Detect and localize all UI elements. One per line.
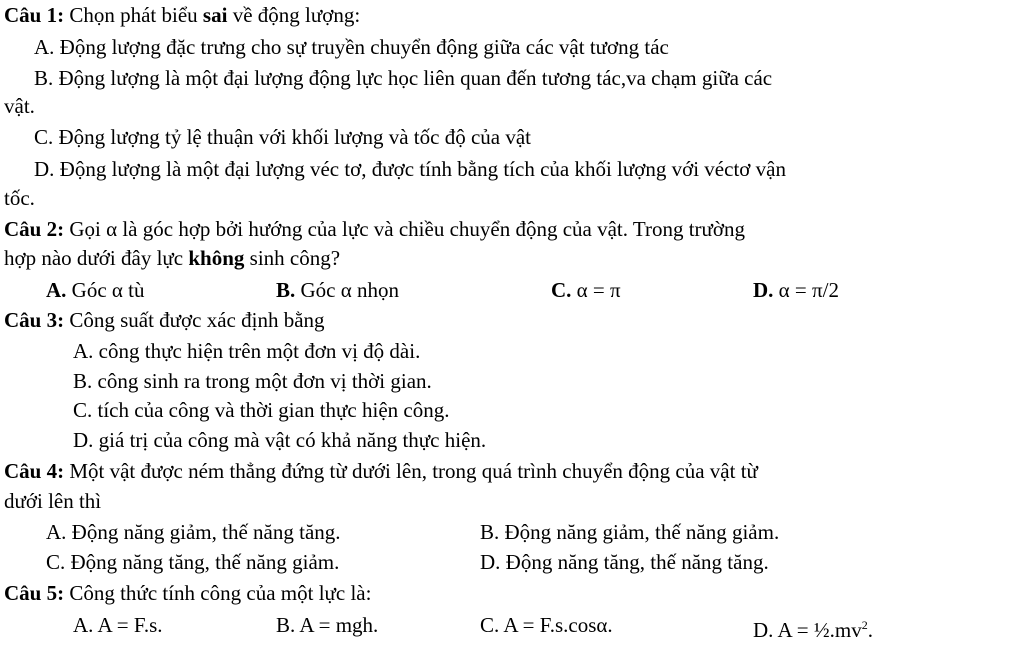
question-4-option-b: B. Động năng giảm, thế năng giảm. bbox=[480, 520, 780, 544]
question-2-option-b: B. Góc α nhọn bbox=[276, 278, 400, 302]
question-5-stem: Câu 5: Công thức tính công của một lực là: bbox=[4, 581, 372, 605]
question-2-option-a: A. Góc α tù bbox=[46, 278, 145, 302]
question-1-option-b: B. Động lượng là một đại lượng động lực học liên quan đến tương tác,va chạm giữa các bbox=[34, 66, 773, 90]
question-1-option-a: A. Động lượng đặc trưng cho sự truyền chuyển động giữa các vật tương tác bbox=[34, 35, 669, 59]
question-3-option-a: A. công thực hiện trên một đơn vị độ dài. bbox=[73, 339, 421, 363]
question-2-stem-cont: hợp nào dưới đây lực không sinh công? bbox=[4, 246, 341, 270]
question-2-option-d: D. α = π/2 bbox=[753, 278, 839, 302]
question-1-option-c: C. Động lượng tỷ lệ thuận với khối lượng và tốc độ của vật bbox=[34, 125, 532, 149]
question-4-option-c: C. Động năng tăng, thế năng giảm. bbox=[46, 550, 340, 574]
question-5-label: Câu 5: bbox=[4, 581, 65, 605]
question-5-option-c: C. A = F.s.cosα. bbox=[480, 613, 613, 637]
question-1-option-d-cont: tốc. bbox=[4, 186, 35, 210]
question-3-option-b: B. công sinh ra trong một đơn vị thời gian. bbox=[73, 369, 432, 393]
question-1-option-b-cont: vật. bbox=[4, 94, 35, 118]
question-2-label: Câu 2: bbox=[4, 217, 65, 241]
question-3-stem: Câu 3: Công suất được xác định bằng bbox=[4, 308, 325, 332]
question-3-option-d: D. giá trị của công mà vật có khả năng thực hiện. bbox=[73, 428, 487, 452]
question-5-option-a: A. A = F.s. bbox=[73, 613, 163, 637]
question-4-option-d: D. Động năng tăng, thế năng tăng. bbox=[480, 550, 769, 574]
question-1-option-d: D. Động lượng là một đại lượng véc tơ, được tính bằng tích của khối lượng với véctơ vận bbox=[34, 157, 786, 181]
question-3-label: Câu 3: bbox=[4, 308, 65, 332]
question-2-stem: Câu 2: Gọi α là góc hợp bởi hướng của lực và chiều chuyển động của vật. Trong trường bbox=[4, 217, 746, 241]
question-4-stem: Câu 4: Một vật được ném thẳng đứng từ dưới lên, trong quá trình chuyển động của vật từ bbox=[4, 459, 758, 483]
question-1-stem: Câu 1: Chọn phát biểu sai về động lượng: bbox=[4, 3, 361, 27]
question-1-label: Câu 1: bbox=[4, 3, 65, 27]
question-2-option-c: C. α = π bbox=[551, 278, 621, 302]
question-5-option-b: B. A = mgh. bbox=[276, 613, 379, 637]
question-5-option-d: D. $A = \frac{1}{2}.mv^2$. bbox=[753, 618, 873, 642]
question-4-stem-cont: dưới lên thì bbox=[4, 489, 102, 513]
question-4-option-a: A. Động năng giảm, thế năng tăng. bbox=[46, 520, 341, 544]
question-3-option-c: C. tích của công và thời gian thực hiện công. bbox=[73, 398, 450, 422]
question-4-label: Câu 4: bbox=[4, 459, 65, 483]
